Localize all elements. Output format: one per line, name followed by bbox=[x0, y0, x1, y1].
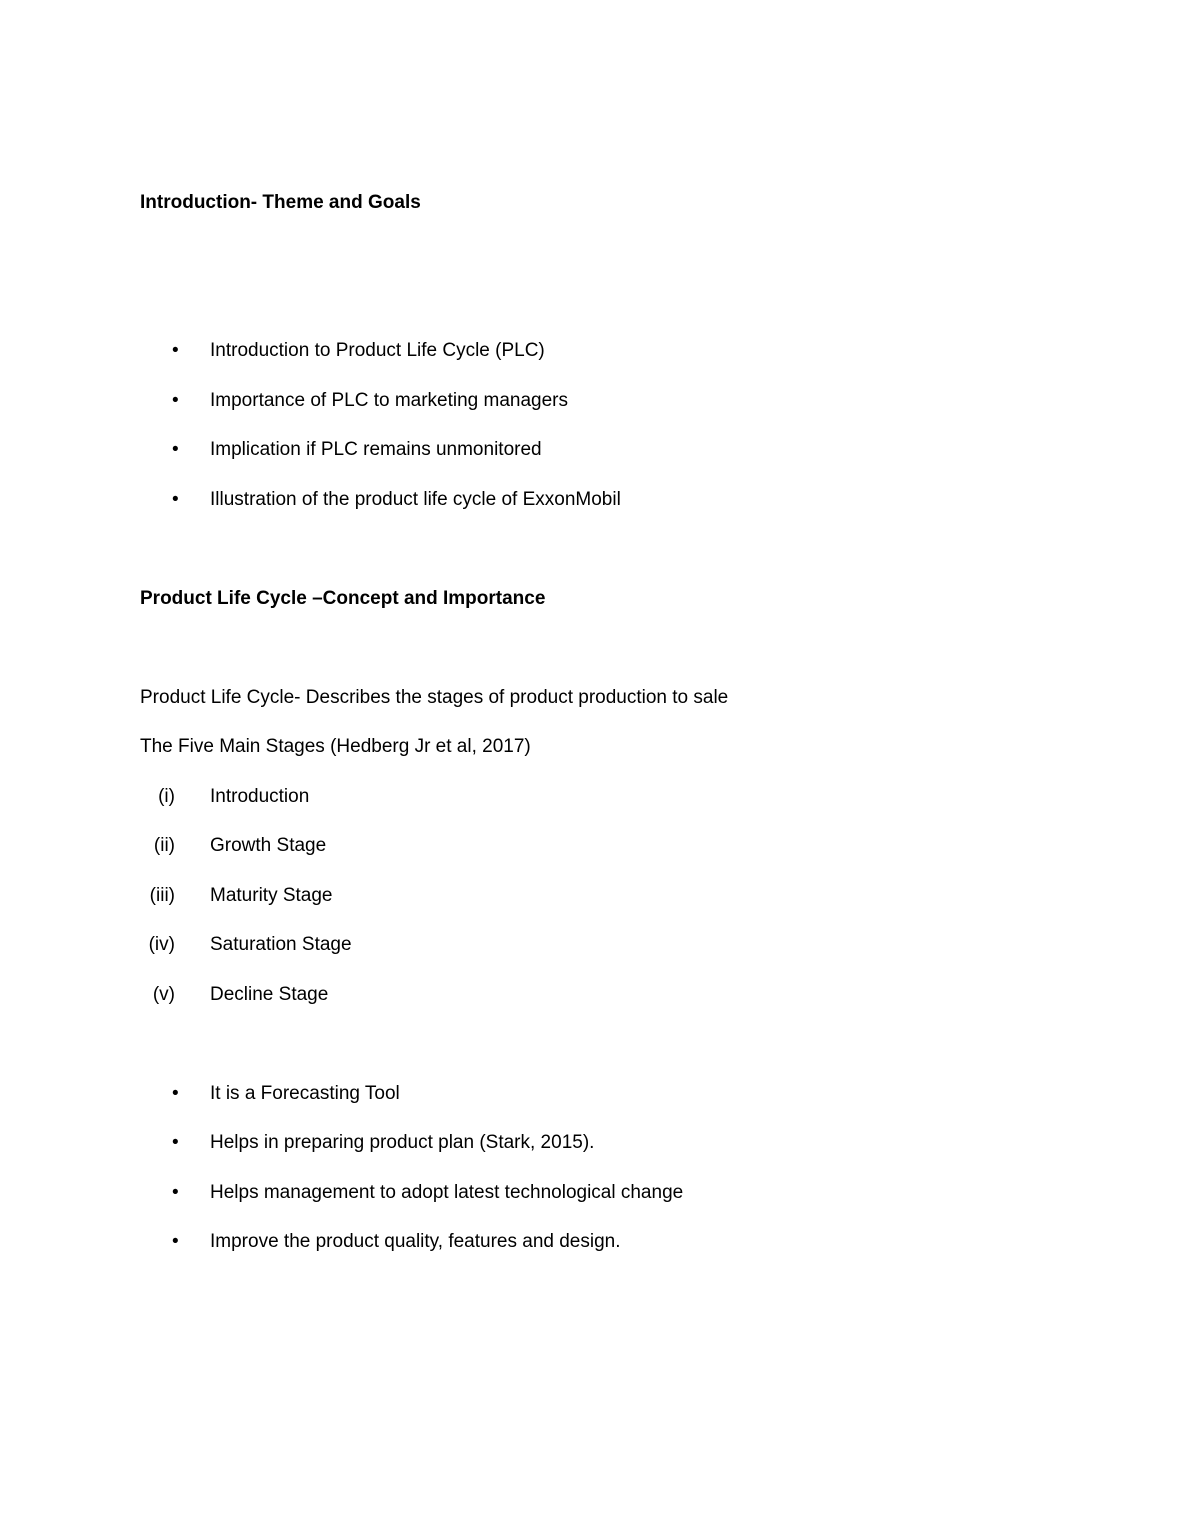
bullet-marker: • bbox=[172, 390, 179, 411]
bullet-marker: • bbox=[172, 439, 179, 460]
list-item: Importance of PLC to marketing managers bbox=[210, 390, 569, 411]
stage-numeral: (ii) bbox=[153, 835, 175, 856]
bullet-marker: • bbox=[172, 1231, 179, 1252]
stage-numeral: (i) bbox=[158, 786, 175, 807]
bullet-marker: • bbox=[172, 489, 179, 510]
stage-numeral: (v) bbox=[152, 984, 175, 1005]
stage-label: Saturation Stage bbox=[210, 934, 352, 955]
section-heading-intro: Introduction- Theme and Goals bbox=[140, 192, 421, 213]
list-item: Helps management to adopt latest technological change bbox=[210, 1182, 684, 1203]
stage-numeral: (iii) bbox=[149, 885, 175, 906]
list-item: Improve the product quality, features and design. bbox=[210, 1231, 621, 1252]
stage-numeral: (iv) bbox=[148, 934, 175, 955]
section-heading-plc: Product Life Cycle –Concept and Importance bbox=[140, 588, 546, 609]
stages-intro: The Five Main Stages (Hedberg Jr et al, 2017) bbox=[140, 736, 531, 757]
stage-label: Growth Stage bbox=[210, 835, 327, 856]
stage-label: Decline Stage bbox=[210, 984, 329, 1005]
list-item: Helps in preparing product plan (Stark, 2015). bbox=[210, 1132, 595, 1153]
list-item: Implication if PLC remains unmonitored bbox=[210, 439, 542, 460]
bullet-marker: • bbox=[172, 340, 179, 361]
list-item: Introduction to Product Life Cycle (PLC) bbox=[210, 340, 545, 361]
list-item: It is a Forecasting Tool bbox=[210, 1083, 400, 1104]
bullet-marker: • bbox=[172, 1132, 179, 1153]
bullet-marker: • bbox=[172, 1182, 179, 1203]
stage-label: Introduction bbox=[210, 786, 310, 807]
bullet-marker: • bbox=[172, 1083, 179, 1104]
plc-definition: Product Life Cycle- Describes the stages of product production to sale bbox=[140, 687, 729, 708]
stage-label: Maturity Stage bbox=[210, 885, 333, 906]
list-item: Illustration of the product life cycle of ExxonMobil bbox=[210, 489, 621, 510]
